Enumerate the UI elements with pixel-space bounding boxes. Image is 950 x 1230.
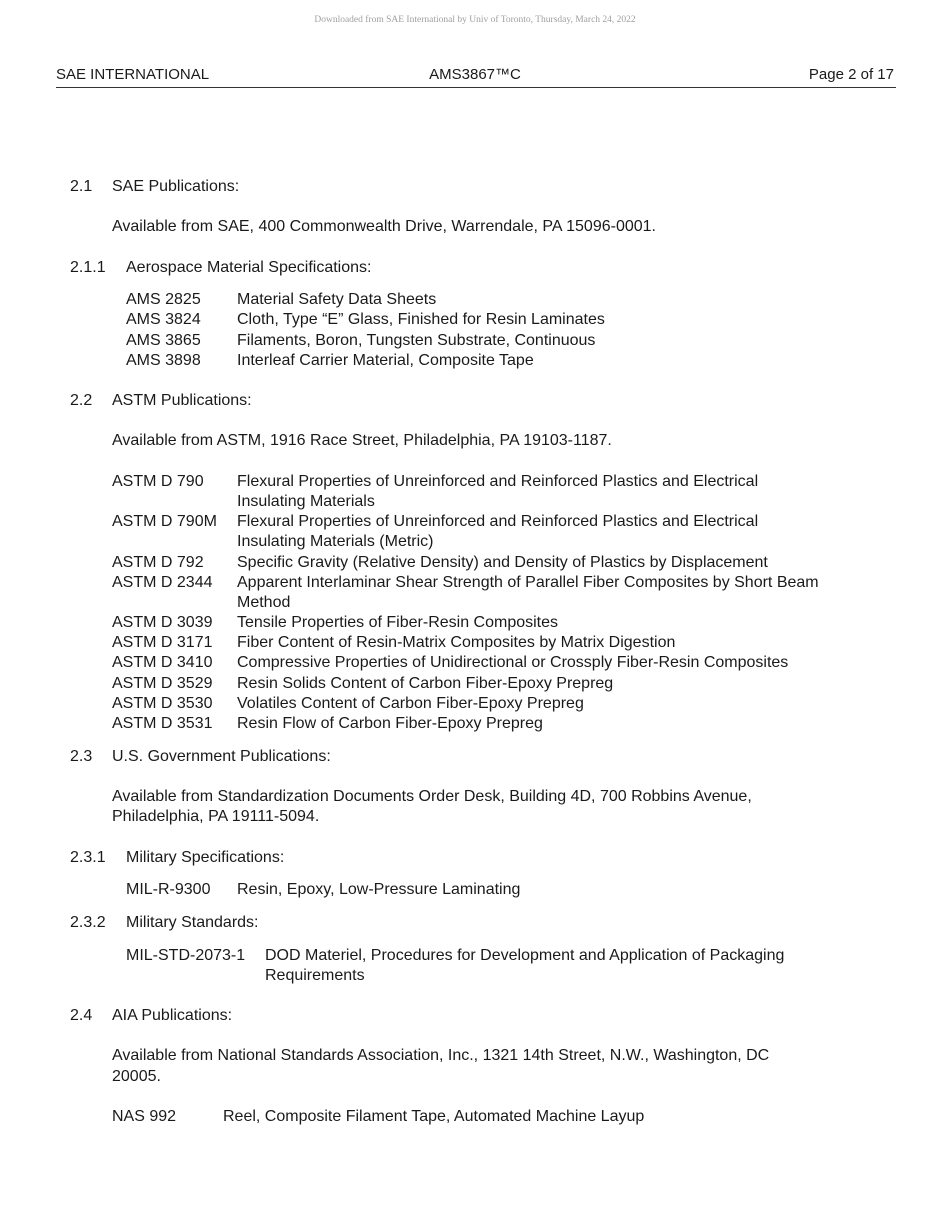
spec-description: Volatiles Content of Carbon Fiber-Epoxy Prepreg [237,695,584,712]
section-number: 2.3.1 [70,849,106,866]
header-page-number: Page 2 of 17 [808,66,894,83]
spec-description: Filaments, Boron, Tungsten Substrate, Continuous [237,332,596,349]
section-title: Aerospace Material Specifications: [126,259,372,276]
availability-text: Available from Standardization Documents Order Desk, Building 4D, 700 Robbins Avenue, [112,788,752,805]
section-number: 2.1.1 [70,259,106,276]
spec-description: Resin, Epoxy, Low-Pressure Laminating [237,881,521,898]
spec-description: Reel, Composite Filament Tape, Automated Machine Layup [223,1108,645,1125]
spec-code: AMS 2825 [126,291,201,308]
spec-description: Tensile Properties of Fiber-Resin Composites [237,614,559,631]
spec-code: NAS 992 [112,1108,177,1125]
spec-code: ASTM D 792 [112,554,204,571]
section-title: Military Standards: [126,914,259,931]
section-number: 2.3 [70,748,93,765]
header-rule [56,87,896,88]
spec-code: AMS 3865 [126,332,201,349]
section-number: 2.4 [70,1007,93,1024]
spec-code: ASTM D 3531 [112,715,213,732]
spec-code: ASTM D 3529 [112,675,213,692]
spec-description: Specific Gravity (Relative Density) and Density of Plastics by Displacement [237,554,768,571]
spec-description: Flexural Properties of Unreinforced and Reinforced Plastics and Electrical [237,513,759,530]
spec-code: ASTM D 790 [112,473,204,490]
spec-description: Flexural Properties of Unreinforced and Reinforced Plastics and Electrical [237,473,759,490]
section-title: AIA Publications: [112,1007,233,1024]
spec-description: Cloth, Type “E” Glass, Finished for Resin Laminates [237,311,605,328]
spec-description: Resin Flow of Carbon Fiber-Epoxy Prepreg [237,715,543,732]
spec-description: Fiber Content of Resin-Matrix Composites by Matrix Digestion [237,634,676,651]
spec-code: ASTM D 3410 [112,654,213,671]
spec-description-cont: Method [237,594,291,611]
availability-text-cont: Philadelphia, PA 19111-5094. [112,808,320,825]
spec-description: Material Safety Data Sheets [237,291,437,308]
spec-code: MIL-R-9300 [126,881,211,898]
spec-code: ASTM D 3530 [112,695,213,712]
availability-text: Available from ASTM, 1916 Race Street, Philadelphia, PA 19103-1187. [112,432,612,449]
section-title: U.S. Government Publications: [112,748,331,765]
spec-code: AMS 3898 [126,352,201,369]
section-title: SAE Publications: [112,178,240,195]
section-number: 2.2 [70,392,93,409]
spec-code: ASTM D 3171 [112,634,213,651]
download-watermark: Downloaded from SAE International by Univ of Toronto, Thursday, March 24, 2022 [314,15,636,25]
spec-description: Compressive Properties of Unidirectional or Crossply Fiber-Resin Composites [237,654,789,671]
spec-description: DOD Materiel, Procedures for Development and Application of Packaging [265,947,785,964]
section-title: ASTM Publications: [112,392,252,409]
section-number: 2.3.2 [70,914,106,931]
availability-text: Available from SAE, 400 Commonwealth Drive, Warrendale, PA 15096-0001. [112,218,656,235]
spec-code: ASTM D 790M [112,513,217,530]
section-title: Military Specifications: [126,849,285,866]
spec-code: AMS 3824 [126,311,201,328]
header-document-number: AMS3867™C [429,66,521,83]
header-organization: SAE INTERNATIONAL [56,66,210,83]
spec-description: Apparent Interlaminar Shear Strength of Parallel Fiber Composites by Short Beam [237,574,819,591]
availability-text-cont: 20005. [112,1068,161,1085]
spec-description: Interleaf Carrier Material, Composite Tape [237,352,534,369]
spec-code: MIL-STD-2073-1 [126,947,246,964]
spec-description: Resin Solids Content of Carbon Fiber-Epoxy Prepreg [237,675,614,692]
availability-text: Available from National Standards Association, Inc., 1321 14th Street, N.W., Washington, DC [112,1047,770,1064]
section-number: 2.1 [70,178,93,195]
spec-description-cont: Requirements [265,967,365,984]
spec-description-cont: Insulating Materials [237,493,375,510]
spec-description-cont: Insulating Materials (Metric) [237,533,434,550]
spec-code: ASTM D 2344 [112,574,213,591]
spec-code: ASTM D 3039 [112,614,213,631]
